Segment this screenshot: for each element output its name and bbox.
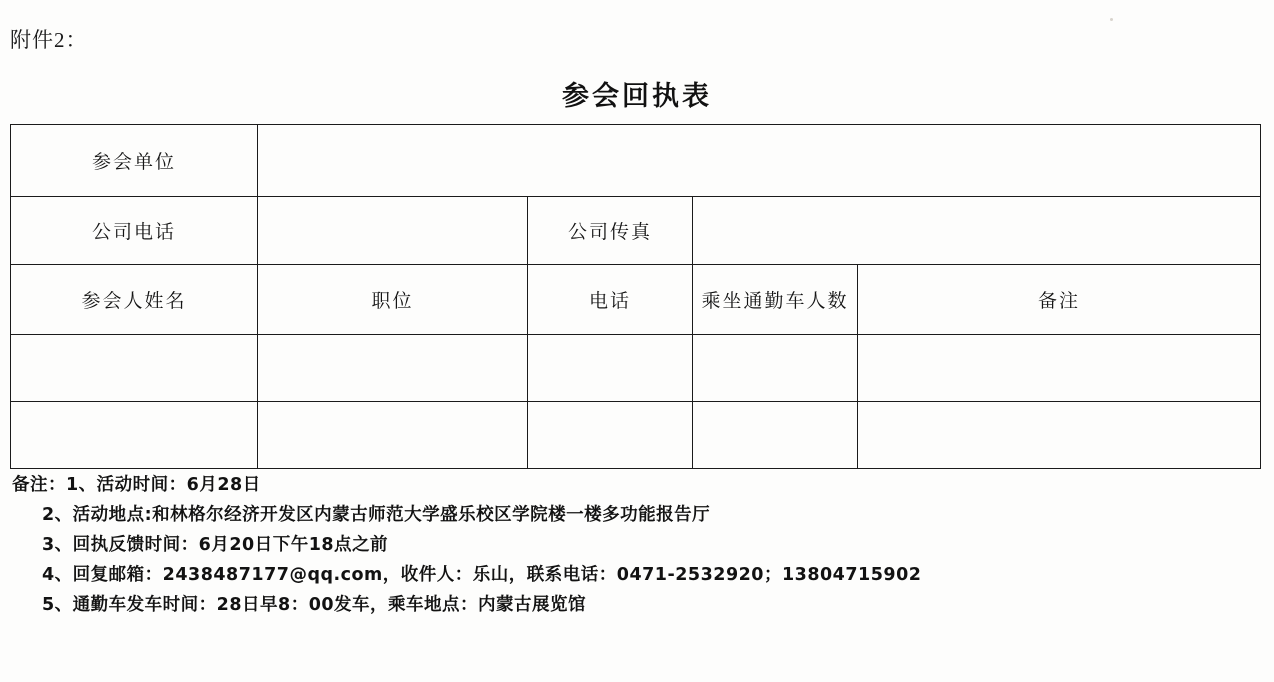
note-line-2: 2、活动地点:和林格尔经济开发区内蒙古师范大学盛乐校区学院楼一楼多功能报告厅 (42, 505, 711, 526)
registration-form-table (10, 124, 1261, 469)
cell-input-attendee-name[interactable] (11, 402, 258, 469)
note-line-4: 4、回复邮箱：2438487177@qq.com，收件人：乐山，联系电话：0471-2532920；13804715902 (42, 565, 922, 586)
cell-input-position[interactable] (258, 402, 528, 469)
notes-section (12, 470, 1262, 620)
cell-input-shuttle-count[interactable] (693, 402, 858, 469)
table-header-row (11, 265, 1261, 335)
column-header-remark: 备注 (858, 265, 1261, 335)
column-header-position: 职位 (258, 265, 528, 335)
cell-input-shuttle-count[interactable] (693, 335, 858, 402)
cell-input-phone[interactable] (528, 335, 693, 402)
cell-label-company-fax: 公司传真 (528, 197, 693, 265)
cell-input-company-phone[interactable] (258, 197, 528, 265)
page-title: 参会回执表 (562, 81, 712, 112)
cell-input-position[interactable] (258, 335, 528, 402)
cell-input-remark[interactable] (858, 335, 1261, 402)
column-header-phone: 电话 (528, 265, 693, 335)
cell-input-attendee-name[interactable] (11, 335, 258, 402)
table-row (11, 402, 1261, 469)
table-row (11, 125, 1261, 197)
cell-label-company-phone: 公司电话 (11, 197, 258, 265)
attachment-label: 附件2： (10, 28, 88, 52)
table-row (11, 335, 1261, 402)
column-header-shuttle-count: 乘坐通勤车人数 (693, 265, 858, 335)
paper-speck (1110, 18, 1113, 21)
cell-label-company-name: 参会单位 (11, 125, 258, 197)
note-line-3: 3、回执反馈时间：6月20日下午18点之前 (42, 535, 389, 556)
cell-input-company-fax[interactable] (693, 197, 1261, 265)
note-line-1: 备注：1、活动时间：6月28日 (12, 475, 261, 495)
column-header-attendee-name: 参会人姓名 (11, 265, 258, 335)
cell-input-remark[interactable] (858, 402, 1261, 469)
table-row (11, 197, 1261, 265)
cell-input-company-name[interactable] (258, 125, 1261, 197)
cell-input-phone[interactable] (528, 402, 693, 469)
note-line-5: 5、通勤车发车时间：28日早8：00发车，乘车地点：内蒙古展览馆 (42, 595, 587, 616)
